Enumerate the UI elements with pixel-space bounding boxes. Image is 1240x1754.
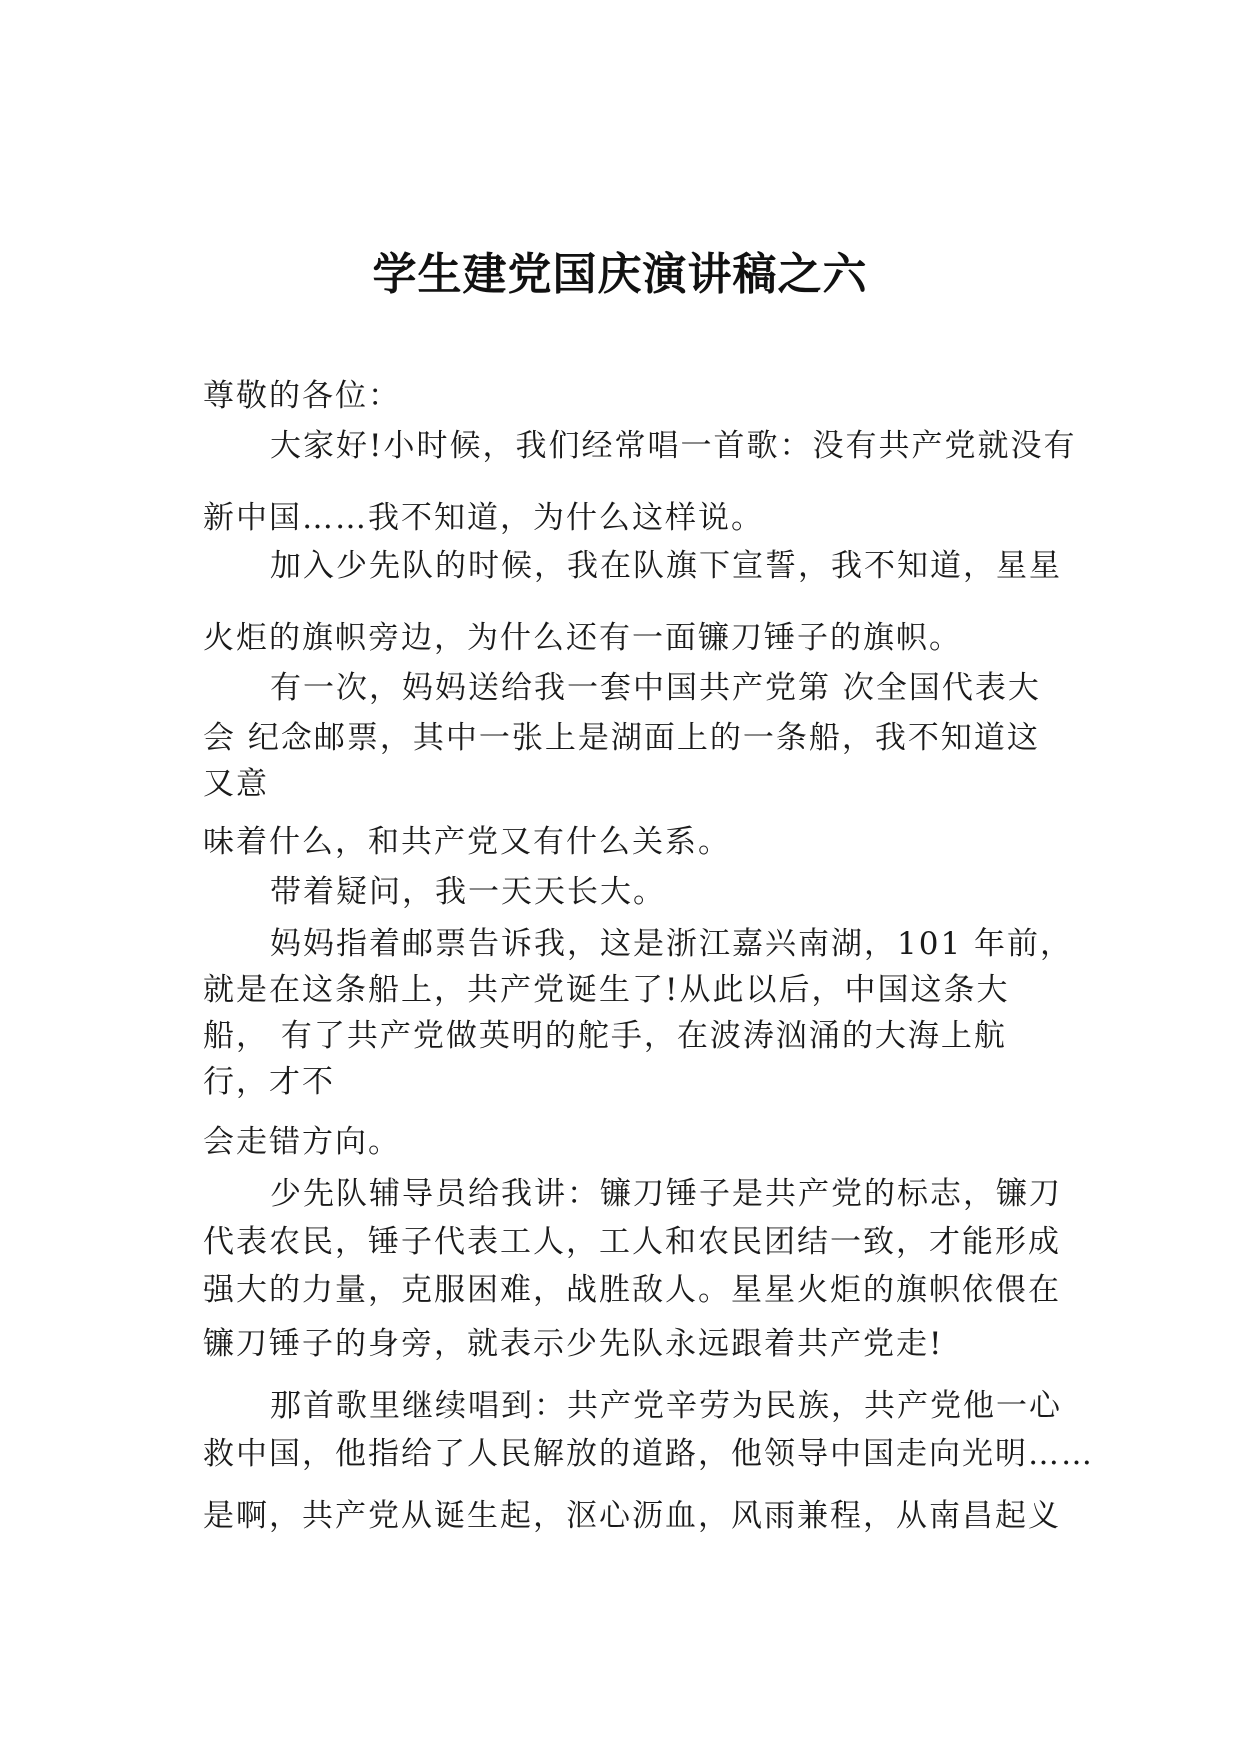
text-line: 船， 有了共产党做英明的舵手，在波涛汹涌的大海上航 bbox=[203, 1018, 1007, 1054]
text-line: 那首歌里继续唱到：共产党辛劳为民族，共产党他一心 bbox=[270, 1388, 1062, 1424]
text-line: 火炬的旗帜旁边，为什么还有一面镰刀锤子的旗帜。 bbox=[203, 620, 962, 656]
text-line: 大家好!小时候，我们经常唱一首歌：没有共产党就没有 bbox=[270, 428, 1077, 464]
text-line: 有一次，妈妈送给我一套中国共产党第 次全国代表大 bbox=[270, 670, 1041, 706]
document-title: 学生建党国庆演讲稿之六 bbox=[372, 249, 868, 300]
text-line: 行，才不 bbox=[203, 1064, 335, 1100]
text-line: 加入少先队的时候，我在队旗下宣誓，我不知道，星星 bbox=[270, 548, 1062, 584]
text-line: 味着什么，和共产党又有什么关系。 bbox=[203, 824, 731, 860]
salutation: 尊敬的各位： bbox=[203, 378, 401, 414]
text-line: 又意 bbox=[203, 766, 269, 802]
text-line: 妈妈指着邮票告诉我，这是浙江嘉兴南湖，101 年前， bbox=[270, 926, 1074, 962]
text-line: 带着疑问，我一天天长大。 bbox=[270, 874, 666, 910]
text-line: 是啊，共产党从诞生起，沤心沥血，风雨兼程，从南昌起义 bbox=[203, 1498, 1061, 1534]
text-line: 会 纪念邮票，其中一张上是湖面上的一条船，我不知道这 bbox=[203, 720, 1040, 756]
text-line: 少先队辅导员给我讲：镰刀锤子是共产党的标志，镰刀 bbox=[270, 1176, 1062, 1212]
text-line: 新中国……我不知道，为什么这样说。 bbox=[203, 500, 764, 536]
text-line: 救中国，他指给了人民解放的道路，他领导中国走向光明…… bbox=[203, 1436, 1094, 1472]
text-line: 强大的力量，克服困难，战胜敌人。星星火炬的旗帜依偎在 bbox=[203, 1272, 1061, 1308]
text-line: 镰刀锤子的身旁，就表示少先队永远跟着共产党走! bbox=[203, 1326, 944, 1362]
text-line: 代表农民，锤子代表工人，工人和农民团结一致，才能形成 bbox=[203, 1224, 1061, 1260]
text-line: 会走错方向。 bbox=[203, 1124, 401, 1160]
text-line: 就是在这条船上，共产党诞生了!从此以后，中国这条大 bbox=[203, 972, 1010, 1008]
